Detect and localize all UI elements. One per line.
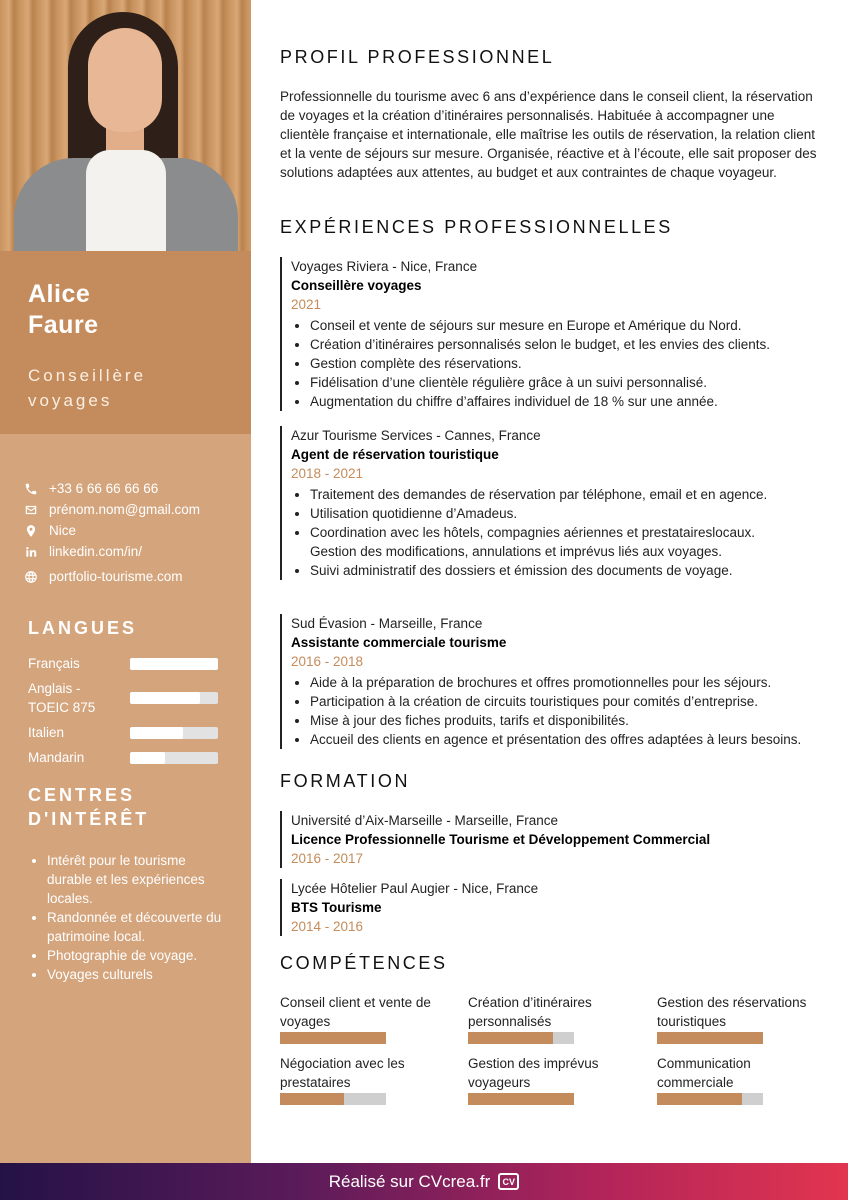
contact-phone-text: +33 6 66 66 66 66: [49, 481, 159, 496]
skill-item: [657, 1054, 827, 1105]
skill-item: [280, 1054, 450, 1105]
language-level-bar: [130, 658, 218, 670]
interest-item: • Intérêt pour le tourisme durable et les expériences locales.: [47, 851, 228, 908]
education-school: Lycée Hôtelier Paul Augier - Nice, France: [291, 881, 539, 896]
skill-level-fill: [657, 1032, 763, 1044]
experience-heading: EXPÉRIENCES PROFESSIONNELLES: [280, 217, 673, 237]
job-task: • Utilisation quotidienne d’Amadeus.: [310, 504, 825, 523]
linkedin-icon: [22, 543, 39, 560]
language-row: [28, 723, 218, 742]
profile-photo: [0, 0, 251, 251]
job-task: • Aide à la préparation de brochures et offres promotionnelles pour les séjours.: [310, 673, 825, 692]
globe-icon: [22, 568, 39, 585]
job-dates: 2021: [291, 297, 322, 312]
phone-icon: [22, 480, 39, 497]
contact-phone[interactable]: [22, 478, 232, 499]
contact-linkedin-text: linkedin.com/in/: [49, 544, 143, 559]
language-level-fill: [130, 727, 183, 739]
language-level-fill: [130, 692, 200, 704]
education-entry: [280, 811, 825, 868]
job-task: • Coordination avec les hôtels, compagnies aériennes et prestataireslocaux. Gestion des modifications, annulations et imprévus liés aux voyages.: [310, 523, 780, 561]
profile-heading: PROFIL PROFESSIONNEL: [280, 47, 555, 67]
language-level-bar: [130, 692, 218, 704]
contact-location-text: Nice: [49, 523, 77, 538]
interests-list: [28, 851, 228, 984]
education-dates: 2016 - 2017: [291, 851, 364, 866]
job-tasks: [291, 485, 825, 580]
education-dates: 2014 - 2016: [291, 919, 364, 934]
contact-email-text: prénom.nom@gmail.com: [49, 502, 201, 517]
location-icon: [22, 522, 39, 539]
job-entry: [280, 426, 825, 580]
skill-level-bar: [280, 1032, 386, 1044]
language-row: [28, 654, 218, 673]
job-task: • Suivi administratif des dossiers et émission des documents de voyage.: [310, 561, 825, 580]
skill-name: Négociation avec les prestataires: [280, 1056, 405, 1090]
language-row: [28, 748, 218, 767]
interest-item: • Photographie de voyage.: [47, 946, 228, 965]
skill-name: Gestion des imprévus voyageurs: [468, 1056, 599, 1090]
contact-linkedin[interactable]: [22, 541, 232, 562]
job-dates: 2016 - 2018: [291, 654, 364, 669]
education-degree: Licence Professionnelle Tourisme et Développement Commercial: [291, 832, 711, 847]
first-name: Alice: [28, 280, 91, 308]
job-task: • Augmentation du chiffre d’affaires individuel de 18 % sur une année.: [310, 392, 825, 411]
interests-heading: CENTRES D'INTÉRÊT: [28, 785, 150, 829]
footer-banner[interactable]: [0, 1163, 848, 1200]
job-task: • Traitement des demandes de réservation par téléphone, email et en agence.: [310, 485, 825, 504]
job-task: • Participation à la création de circuits touristiques pour comités d’entreprise.: [310, 692, 825, 711]
skill-level-fill: [280, 1032, 386, 1044]
contact-list: [22, 478, 232, 587]
interest-item: • Randonnée et découverte du patrimoine local.: [47, 908, 228, 946]
contact-website[interactable]: [22, 566, 232, 587]
skill-level-bar: [468, 1032, 574, 1044]
skill-level-fill: [468, 1032, 553, 1044]
skill-level-bar: [468, 1093, 574, 1105]
job-company: Voyages Riviera - Nice, France: [291, 259, 478, 274]
cv-logo-icon: CV: [498, 1173, 519, 1190]
contact-location: [22, 520, 232, 541]
contact-email[interactable]: [22, 499, 232, 520]
skill-item: [657, 993, 827, 1044]
job-task: • Conseil et vente de séjours sur mesure en Europe et Amérique du Nord.: [310, 316, 825, 335]
job-task: • Gestion complète des réservations.: [310, 354, 825, 373]
skill-name: Communication commerciale: [657, 1056, 751, 1090]
education-degree: BTS Tourisme: [291, 900, 382, 915]
skill-name: Gestion des réservations touristiques: [657, 995, 807, 1029]
language-name: Anglais - TOEIC 875: [28, 681, 96, 715]
job-entry: [280, 614, 825, 749]
languages-heading: LANGUES: [28, 618, 138, 638]
interest-item: • Voyages culturels: [47, 965, 228, 984]
footer-text: Réalisé sur CVcrea.fr: [328, 1171, 491, 1191]
job-task: • Fidélisation d’une clientèle régulière grâce à un suivi personnalisé.: [310, 373, 825, 392]
language-name: Italien: [28, 725, 65, 740]
job-task: • Accueil des clients en agence et présentation des offres adaptées à leurs besoins.: [310, 730, 825, 749]
languages-section: [28, 616, 218, 767]
language-level-bar: [130, 752, 218, 764]
language-level-fill: [130, 752, 165, 764]
education-heading: FORMATION: [280, 771, 411, 791]
job-task: • Mise à jour des fiches produits, tarifs et disponibilités.: [310, 711, 825, 730]
profile-text: Professionnelle du tourisme avec 6 ans d’expérience dans le conseil client, la réservation de voyages et la création d’itinéraires personnalisés. Habituée à accompagner une clientèle française et internationale, elle maîtrise les outils de réservation, la relation client et la vente de séjours sur mesure. Organisée, réactive et à l’écoute, elle sait proposer des solutions adaptées aux attentes, au budget et aux contraintes de chaque voyageur.: [280, 89, 817, 180]
job-company: Sud Évasion - Marseille, France: [291, 616, 483, 631]
education-entry: [280, 879, 825, 936]
job-entry: [280, 257, 825, 411]
last-name: Faure: [28, 311, 99, 339]
name-block: [0, 251, 251, 434]
job-role: Assistante commerciale tourisme: [291, 635, 507, 650]
skill-level-bar: [280, 1093, 386, 1105]
skill-level-bar: [657, 1032, 763, 1044]
job-tasks: [291, 316, 825, 411]
job-task: • Création d’itinéraires personnalisés selon le budget, et les envies des clients.: [310, 335, 825, 354]
skill-level-fill: [657, 1093, 742, 1105]
contact-website-text: portfolio-tourisme.com: [49, 569, 183, 584]
language-level-fill: [130, 658, 218, 670]
language-name: Mandarin: [28, 750, 85, 765]
skill-name: Création d’itinéraires personnalisés: [468, 995, 592, 1029]
skill-item: [468, 1054, 638, 1105]
interests-section: [28, 783, 228, 984]
language-name: Français: [28, 656, 80, 671]
job-role: Conseillère voyages: [291, 278, 422, 293]
job-tasks: [291, 673, 825, 749]
job-dates: 2018 - 2021: [291, 466, 364, 481]
job-title: Conseillère voyages: [28, 366, 147, 410]
skill-level-bar: [657, 1093, 763, 1105]
skill-level-fill: [468, 1093, 574, 1105]
skill-name: Conseil client et vente de voyages: [280, 995, 431, 1029]
skill-item: [468, 993, 638, 1044]
language-row: [28, 679, 218, 717]
job-company: Azur Tourisme Services - Cannes, France: [291, 428, 541, 443]
education-school: Université d’Aix-Marseille - Marseille, France: [291, 813, 559, 828]
skills-heading: COMPÉTENCES: [280, 953, 448, 973]
sidebar: [0, 0, 251, 1163]
skill-level-fill: [280, 1093, 344, 1105]
skill-item: [280, 993, 450, 1044]
language-level-bar: [130, 727, 218, 739]
email-icon: [22, 501, 39, 518]
job-role: Agent de réservation touristique: [291, 447, 499, 462]
